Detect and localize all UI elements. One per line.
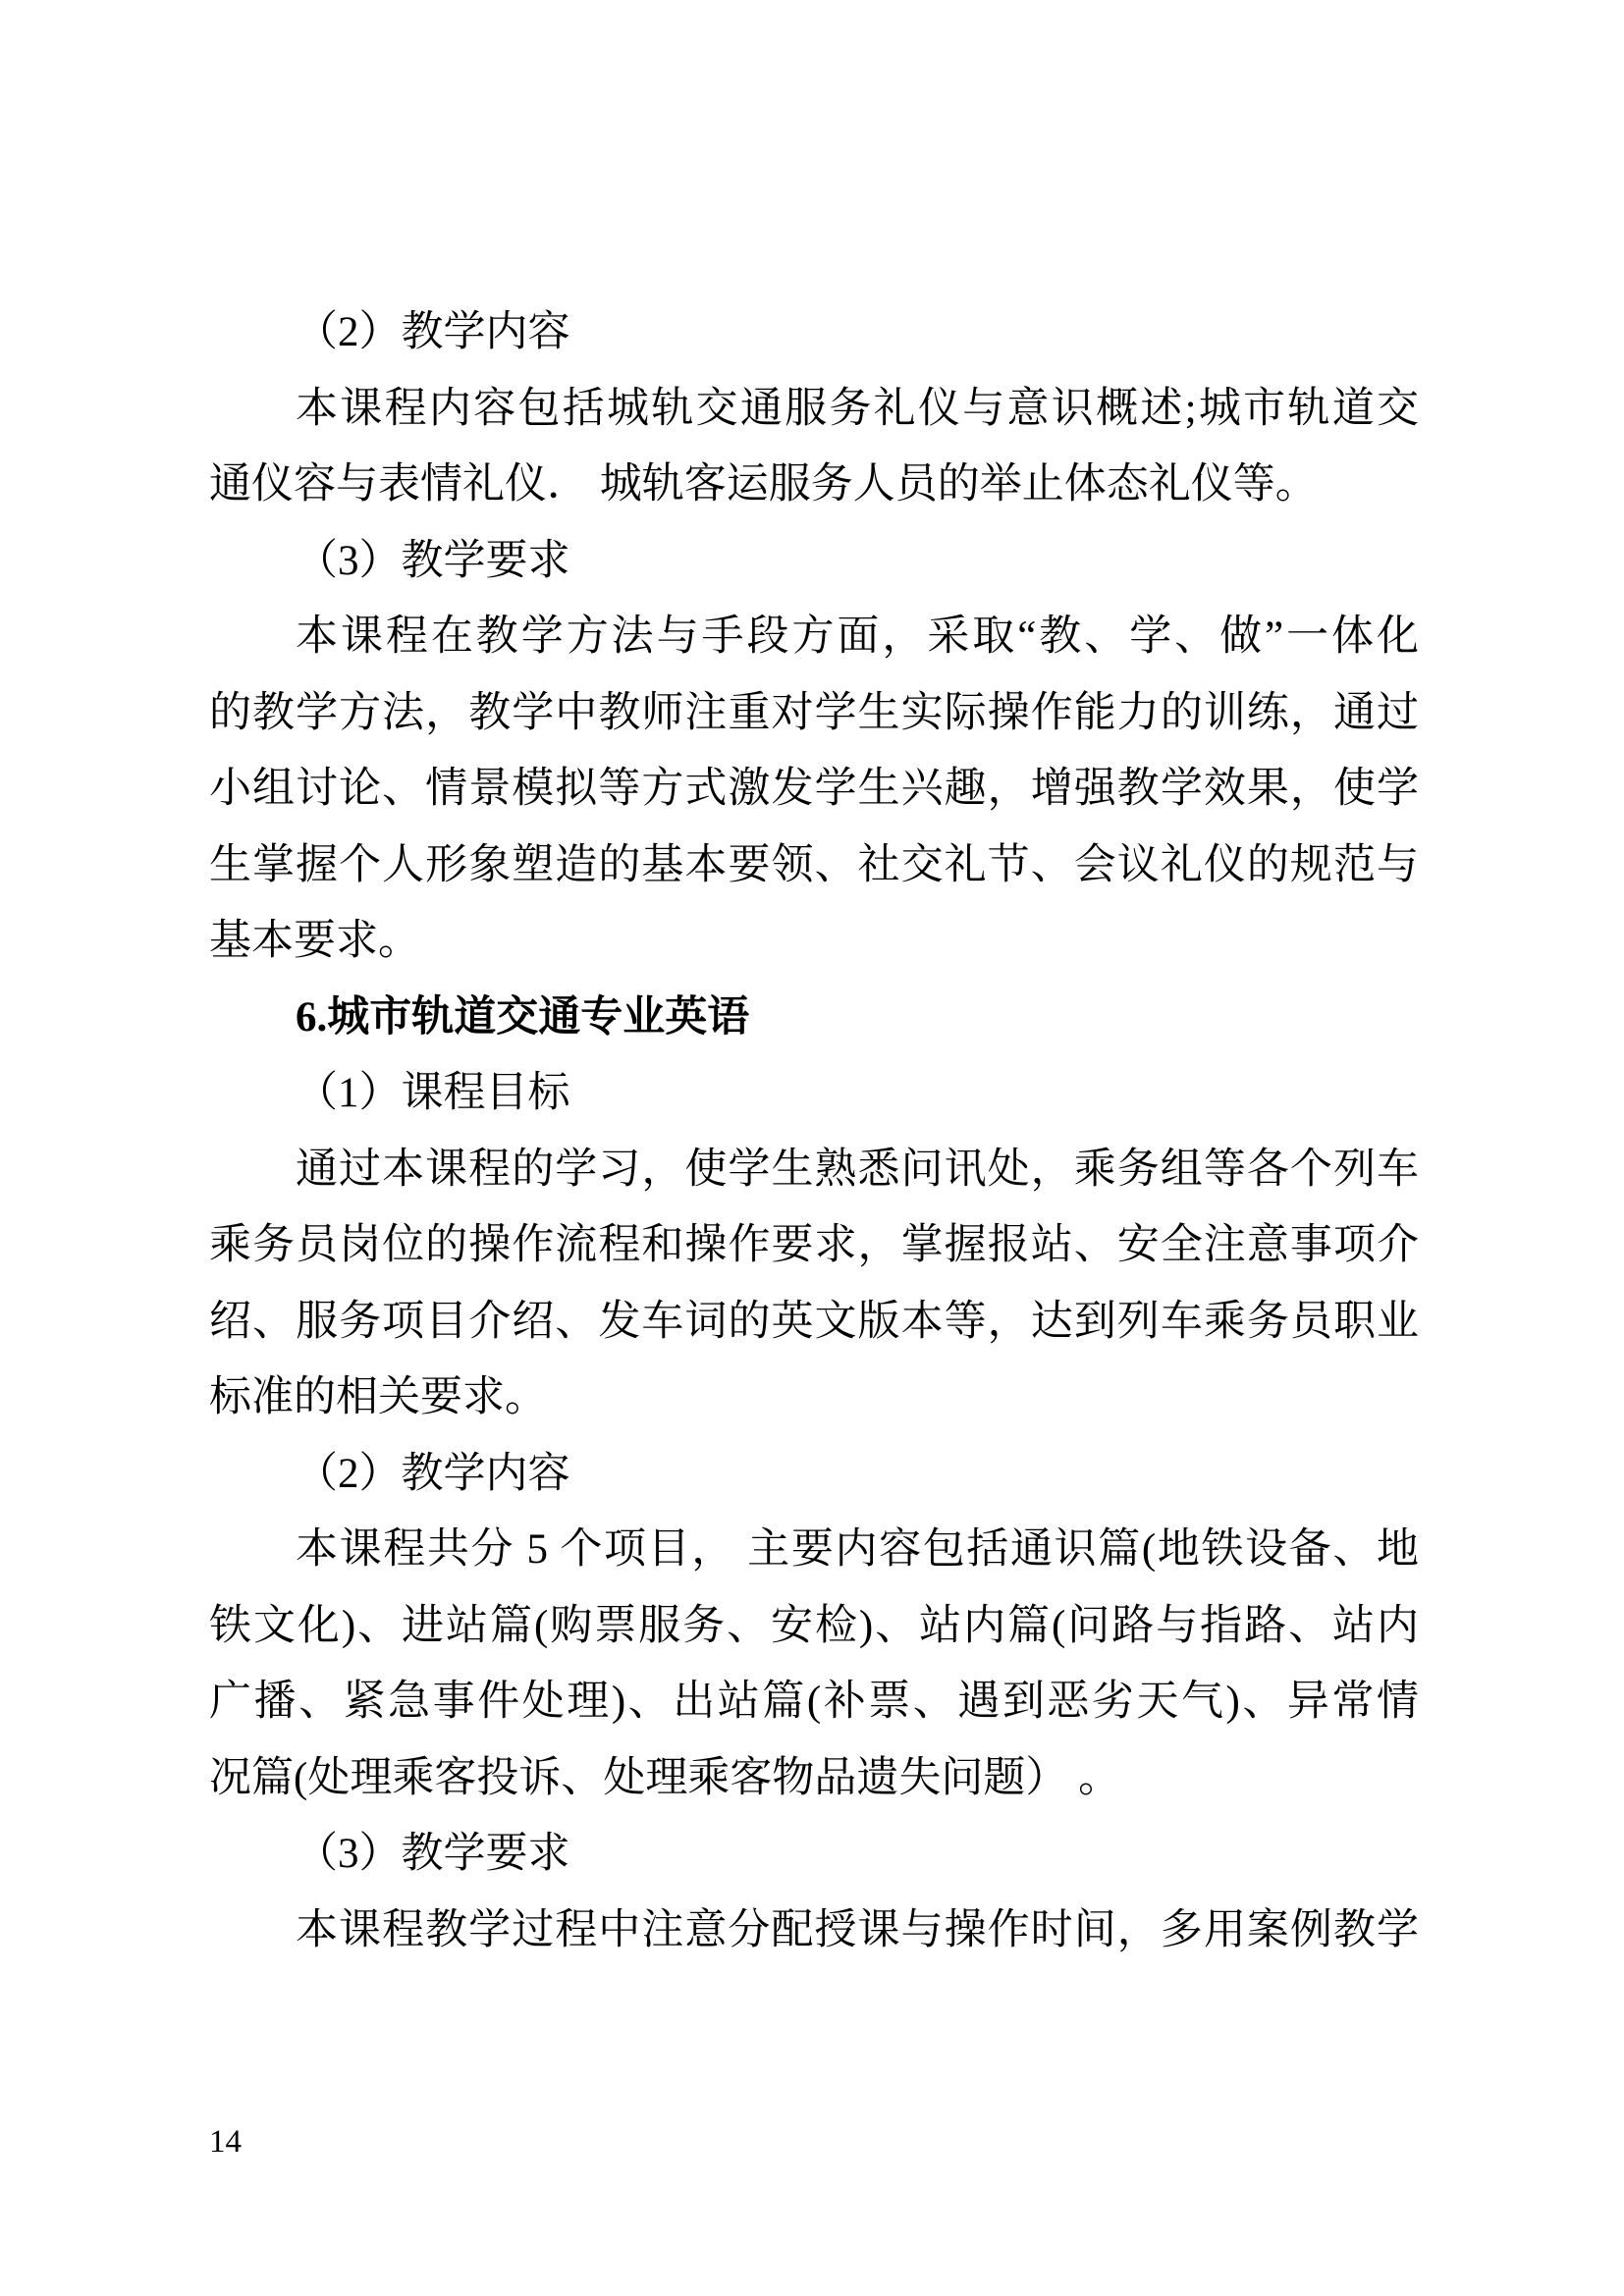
text-line: 铁文化)、进站篇(购票服务、安检)、站内篇(问路与指路、站内: [209, 1602, 1419, 1649]
page-number: 14: [209, 2124, 242, 2160]
text-line: 本课程内容包括城轨交通服务礼仪与意识概述;城市轨道交: [296, 385, 1419, 432]
section-heading-line: 6.城市轨道交通专业英语: [296, 993, 750, 1041]
text-line: 本课程在教学方法与手段方面，采取“教、学、做”一体化: [296, 614, 1419, 660]
text-line: 的教学方法，教学中教师注重对学生实际操作能力的训练，通过: [209, 689, 1419, 736]
text-line: 标准的相关要求。: [209, 1374, 547, 1420]
text-line: 基本要求。: [209, 918, 420, 964]
text-line: （3）教学要求: [296, 1831, 570, 1877]
text-line: 通过本课程的学习，使学生熟悉问讯处，乘务组等各个列车: [296, 1146, 1419, 1193]
text-line: 通仪容与表情礼仪． 城轨客运服务人员的举止体态礼仪等。: [209, 461, 1318, 507]
text-line: 本课程共分 5 个项目， 主要内容包括通识篇(地铁设备、地: [296, 1526, 1419, 1573]
text-line: 乘务员岗位的操作流程和操作要求，掌握报站、安全注意事项介: [209, 1222, 1419, 1268]
text-line: 生掌握个人形象塑造的基本要领、社交礼节、会议礼仪的规范与: [209, 841, 1419, 888]
document-body: [209, 294, 1419, 1968]
text-line: （2）教学内容: [296, 1450, 570, 1497]
text-line: 小组讨论、情景模拟等方式激发学生兴趣，增强教学效果，使学: [209, 766, 1419, 812]
text-line: 本课程教学过程中注意分配授课与操作时间，多用案例教学: [296, 1906, 1419, 1953]
text-line: （1）课程目标: [296, 1070, 570, 1116]
text-line: 况篇(处理乘客投诉、处理乘客物品遗失问题） 。: [209, 1754, 1121, 1801]
text-line: （3）教学要求: [296, 537, 570, 584]
text-line: 绍、服务项目介绍、发车词的英文版本等，达到列车乘务员职业: [209, 1298, 1419, 1345]
text-line: （2）教学内容: [296, 309, 570, 355]
text-line: 广播、紧急事件处理)、出站篇(补票、遇到恶劣天气)、异常情: [209, 1679, 1419, 1725]
